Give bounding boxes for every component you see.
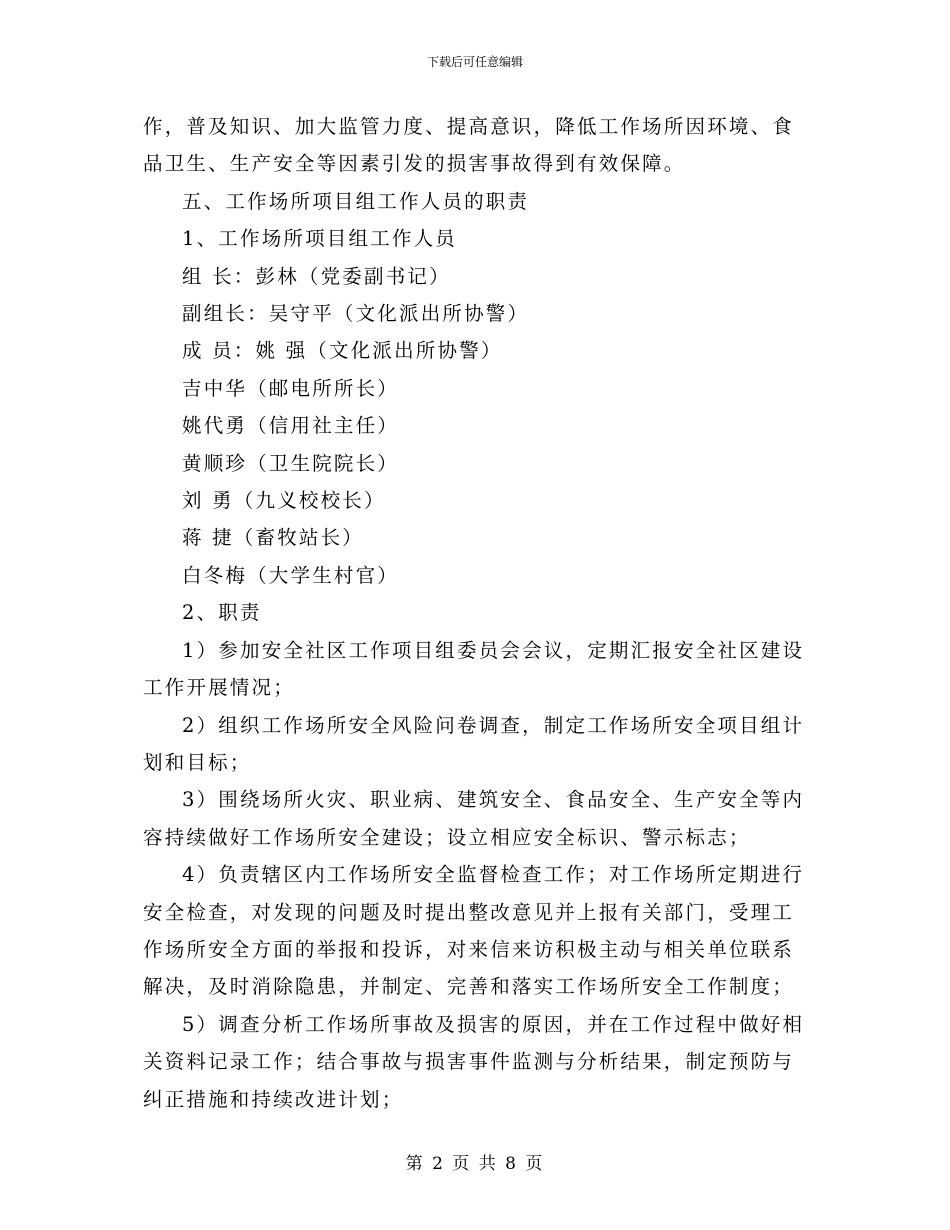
duty-item: 3）围绕场所火灾、职业病、建筑安全、食品安全、生产安全等内容持续做好工作场所安全建设；设立相应安全标识、警示标志；	[143, 788, 805, 849]
member-line: 姚代勇（信用社主任）	[182, 414, 400, 438]
member-line: 黄顺珍（卫生院院长）	[182, 451, 400, 475]
duty-item: 1）参加安全社区工作项目组委员会会议，定期汇报安全社区建设工作开展情况；	[143, 638, 805, 700]
subsection-heading-members: 1、工作场所项目组工作人员	[182, 227, 458, 251]
member-line: 吉中华（邮电所所长）	[182, 376, 400, 400]
member-line: 白冬梅（大学生村官）	[182, 563, 400, 587]
page-number-footer: 第 2 页 共 8 页	[405, 1154, 545, 1174]
duty-item: 4）负责辖区内工作场所安全监督检查工作；对工作场所定期进行安全检查，对发现的问题及时提出整改意见并上报有关部门，受理工作场所安全方面的举报和投诉，对来信来访积极主动与相关单位联系解决，及时消除隐患，并制定、完善和落实工作场所安全工作制度；	[143, 863, 805, 999]
document-body	[143, 108, 811, 1118]
member-line: 蒋 捷（畜牧站长）	[182, 526, 364, 550]
member-line: 成 员：姚 强（文化派出所协警）	[182, 339, 503, 363]
section-heading: 五、工作场所项目组工作人员的职责	[182, 189, 530, 213]
member-line: 刘 勇（九义校校长）	[182, 489, 386, 513]
member-deputy-leader: 副组长：吴守平（文化派出所协警）	[182, 302, 530, 326]
paragraph-continuation: 作，普及知识、加大监管力度、提高意识，降低工作场所因环境、食品卫生、生产安全等因素引发的损害事故得到有效保障。	[143, 115, 795, 176]
duty-item: 5）调查分析工作场所事故及损害的原因，并在工作过程中做好相关资料记录工作；结合事故与损害事件监测与分析结果，制定预防与纠正措施和持续改进计划；	[143, 1012, 805, 1111]
page-header-note: 下载后可任意编辑	[426, 55, 523, 69]
member-leader: 组 长：彭林（党委副书记）	[182, 264, 451, 288]
duty-item: 2）组织工作场所安全风险问卷调查，制定工作场所安全项目组计划和目标；	[143, 713, 805, 774]
subsection-heading-duties: 2、职责	[182, 601, 262, 625]
